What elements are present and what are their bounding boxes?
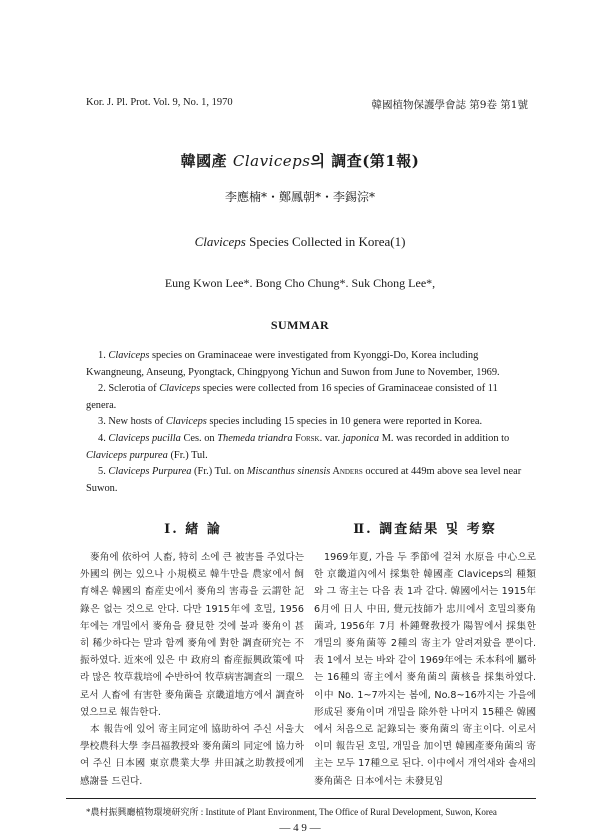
journal-header-ko: 韓國植物保護學會誌 第9卷 第1號	[371, 99, 528, 111]
summary-item-1	[86, 348, 530, 381]
summary-item-number: 2.	[98, 383, 106, 395]
summary-item-3	[86, 414, 530, 431]
summary-item-text: species were collected from 16 species of Graminaceae consisted of 11 genera.	[86, 383, 498, 411]
authors-korean: 李應楠*・鄭鳳朝*・李錫淙*	[224, 190, 375, 204]
summary-item-number: 5.	[98, 466, 106, 478]
summary-genus: Claviceps	[108, 350, 150, 361]
body-paragraph: 1969年夏, 가을 두 季節에 걸쳐 水原을 中心으로한 京畿道內에서 採集한 韓國產 Claviceps의 種類와 그 寄主는 다음 表 1과 같다. 韓國에서는 1915年 6月에 日人 中田, 覺元技師가 忠川에서 호밀의麥角菌과, 1956年 7月 朴鍾聲敎授가 陽智에서 採集한 개밀의 麥角菌等 2種의 寄主가 알려져왔을 뿐이다. 表 1에서 보는 바와 같이 1969年에는 禾本科에 屬하는 16種의 寄主에서 麥角菌의 菌核을 採集하였다. 이中 No. 1~7까지는 봄에, No.8~16까지는 가을에 形成된 麥角이며 개밀을 除外한 나머지 15種은 韓國에서 처음으로 記錄되는 麥角菌의 寄主이다. 이로서 이미 報告된 호밀, 개밀을 加이면 韓國產麥角菌의 寄主는 모두 17種으로 된다. 이中에서 개억새와 솔새의 麥角菌은 日本에서는 未發見임	[314, 552, 536, 787]
summary-species: Themeda triandra	[217, 432, 293, 444]
title-ko-suffix: 의 調査(第1報)	[310, 152, 420, 170]
summary-species: Claviceps purpurea	[86, 449, 168, 461]
summary-item-2	[86, 381, 530, 414]
section-heading-results: Ⅱ. 調査結果 및 考察	[353, 522, 497, 537]
summary-species: Claviceps Purpurea	[108, 466, 192, 478]
title-en-genus: Claviceps	[194, 234, 246, 249]
page-number: — 4 9 —	[279, 822, 321, 834]
summary-genus: Claviceps	[165, 416, 207, 428]
title-korean	[0, 150, 600, 171]
results-column	[314, 549, 536, 790]
journal-header-en: Kor. J. Pl. Prot. Vol. 9, No. 1, 1970	[86, 97, 233, 108]
summary-authority: Forsk.	[292, 432, 323, 444]
summary-variety: japonica	[342, 432, 380, 444]
summary-item-text: Sclerotia of	[105, 383, 160, 395]
summary-item-5	[86, 464, 530, 497]
summary-item-text: M. was recorded in addition to	[379, 432, 510, 444]
authors-english: Eung Kwon Lee*. Bong Cho Chung*. Suk Chong Lee*,	[164, 276, 436, 290]
body-paragraph: 麥角에 依하여 人畜, 特히 소에 큰 被害를 주었다는 外國의 例는 있으나 小規模로 韓牛만을 農家에서 飼育해온 韓國의 畜産史에서 麥角의 害毒을 云謂한 記錄은 없는 것으로 안다. 다만 1915年에 호밀, 1956年에는 개밀에서 麥角을 發見한 것에 불과 麥角이 甚히 稀少하다는 말과 함께 麥角에 對한 調査研究는 不振하였다. 近來에 있은 中 政府의 畜産振興政策에 따라 많은 牧草栽培에 수반하여 牧草病害調査의 一環으로서 人畜에 有害한 麥角菌을 京畿道地方에서 調査하였으므로 報告한다.	[80, 552, 304, 718]
summary-item-text: Ces. on	[180, 432, 218, 444]
summary-item-text: species on Graminaceae were investigated from Kyonggi-Do, Korea including Kwangneung, Anseung, Pyongtack, Chingpyong Yichun and Suwon from June to November, 1969.	[86, 350, 500, 378]
summary-heading: SUMMAR	[270, 318, 330, 332]
title-ko-genus: Claviceps	[232, 152, 311, 170]
footnote: *農村振興廳植物環境研究所 : Institute of Plant Environment, The Office of Rural Development, Suwon, Korea	[86, 807, 497, 817]
summary-item-text: var.	[322, 432, 343, 444]
summary-item-number: 3.	[98, 416, 106, 428]
title-english	[0, 234, 600, 250]
summary-genus: Claviceps	[159, 383, 201, 395]
summary-item-number: 4.	[98, 432, 106, 444]
summary-species: Claviceps pucilla	[108, 432, 181, 444]
summary-item-text: New hosts of	[105, 416, 166, 428]
section-heading-introduction: Ⅰ. 緖 論	[164, 522, 222, 537]
footnote-divider	[66, 798, 536, 799]
title-en-rest: Species Collected in Korea(1)	[245, 234, 406, 249]
summary-species: Miscanthus sinensis	[246, 466, 331, 478]
summary-item-number: 1.	[98, 350, 106, 361]
summary-item-4	[86, 431, 530, 464]
title-ko-prefix: 韓國產	[180, 152, 228, 170]
summary-item-text: occured at 449m above sea level near Suwon.	[86, 466, 522, 494]
summary-item-text: (Fr.) Tul.	[167, 449, 208, 461]
summary-item-text: species including 15 species in 10 genera were reported in Korea.	[206, 416, 483, 428]
summary-item-text: (Fr.) Tul. on	[191, 466, 247, 478]
summary-list	[86, 348, 530, 497]
summary-authority: Anders	[330, 466, 363, 478]
body-paragraph: 本 報告에 있어 寄主同定에 協助하여 주신 서울大學校農科大學 李昌福教授와 麥角菌의 同定에 協力하여 주신 日本國 東京農業大學 井田誠之助教授에게 感謝를 드린다.	[80, 724, 304, 787]
introduction-column	[80, 549, 304, 790]
